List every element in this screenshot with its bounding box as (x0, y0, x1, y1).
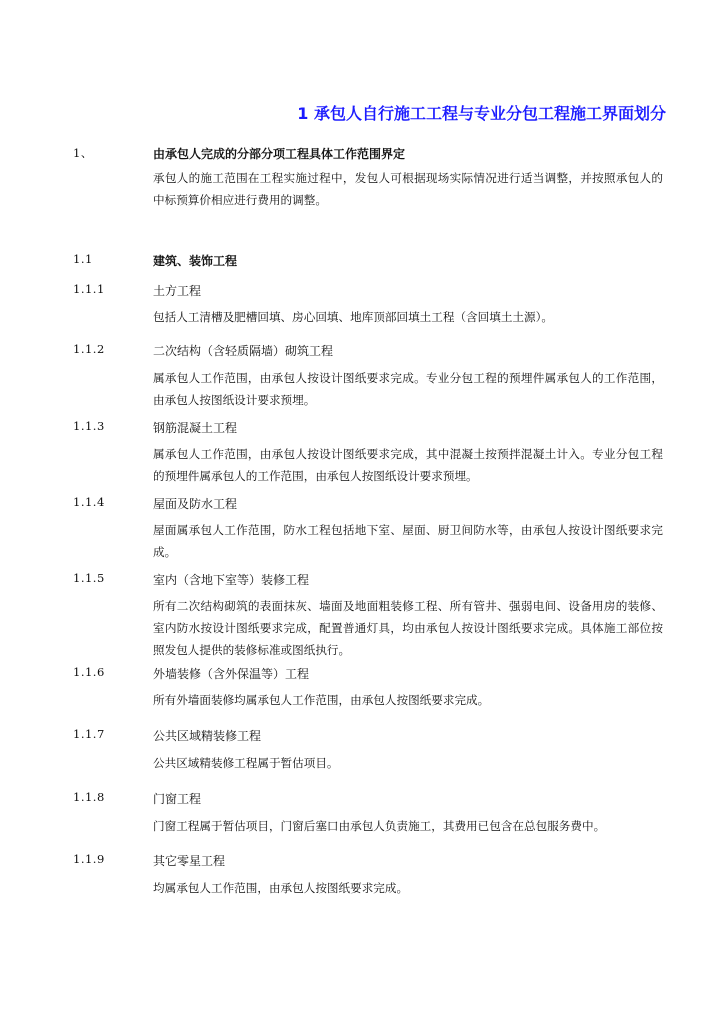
item-text: 属承包人工作范围，由承包人按设计图纸要求完成，其中混凝土按预拌混凝土计入。专业分包工程的预埋件属承包人的工作范围，由承包人按图纸设计要求预埋。 (153, 447, 663, 483)
subsection-heading: 建筑、装饰工程 (153, 254, 238, 268)
item-heading: 其它零星工程 (153, 854, 226, 868)
page-title: 1 承包人自行施工工程与专业分包工程施工界面划分 (297, 104, 666, 123)
section-heading: 由承包人完成的分部分项工程具体工作范围界定 (153, 147, 406, 161)
item-number: 1.1.1 (73, 282, 105, 296)
item-number: 1.1.3 (73, 419, 105, 433)
item-text: 所有二次结构砌筑的表面抹灰、墙面及地面粗装修工程、所有管井、强弱电间、设备用房的装修、室内防水按设计图纸要求完成，配置普通灯具，均由承包人按设计图纸要求完成。具体施工部位按照发包人提供的装修标准或图纸执行。 (153, 599, 663, 657)
item-text: 屋面属承包人工作范围，防水工程包括地下室、屋面、厨卫间防水等，由承包人按设计图纸要求完成。 (153, 523, 663, 559)
item-number: 1.1.7 (73, 727, 105, 741)
item-heading: 土方工程 (153, 284, 202, 298)
item-number: 1.1.9 (73, 852, 105, 866)
item-text: 公共区域精装修工程属于暂估项目。 (153, 756, 339, 770)
item-heading: 门窗工程 (153, 792, 202, 806)
item-heading: 钢筋混凝土工程 (153, 421, 238, 435)
item-number: 1.1.8 (73, 790, 105, 804)
item-text: 属承包人工作范围，由承包人按设计图纸要求完成。专业分包工程的预埋件属承包人的工作范围，由承包人按图纸设计要求预埋。 (153, 371, 663, 407)
item-heading: 公共区域精装修工程 (153, 729, 262, 743)
item-heading: 二次结构（含轻质隔墙）砌筑工程 (153, 344, 334, 358)
item-text: 包括人工清槽及肥槽回填、房心回填、地库顶部回填土工程（含回填土土源）。 (153, 310, 553, 324)
item-number: 1.1.6 (73, 665, 105, 679)
item-number: 1.1.5 (73, 571, 105, 585)
item-number: 1.1.4 (73, 495, 105, 509)
section-number: 1、 (73, 146, 93, 160)
item-heading: 屋面及防水工程 (153, 497, 238, 511)
item-text: 门窗工程属于暂估项目，门窗后塞口由承包人负责施工，其费用已包含在总包服务费中。 (153, 819, 606, 833)
item-number: 1.1.2 (73, 342, 105, 356)
item-heading: 外墙装修（含外保温等）工程 (153, 667, 310, 681)
item-heading: 室内（含地下室等）装修工程 (153, 573, 310, 587)
item-text: 均属承包人工作范围，由承包人按图纸要求完成。 (153, 881, 409, 895)
subsection-number: 1.1 (73, 252, 93, 266)
section-intro: 承包人的施工范围在工程实施过程中，发包人可根据现场实际情况进行适当调整，并按照承包人的中标预算价相应进行费用的调整。 (153, 171, 663, 207)
item-text: 所有外墙面装修均属承包人工作范围，由承包人按图纸要求完成。 (153, 693, 490, 707)
